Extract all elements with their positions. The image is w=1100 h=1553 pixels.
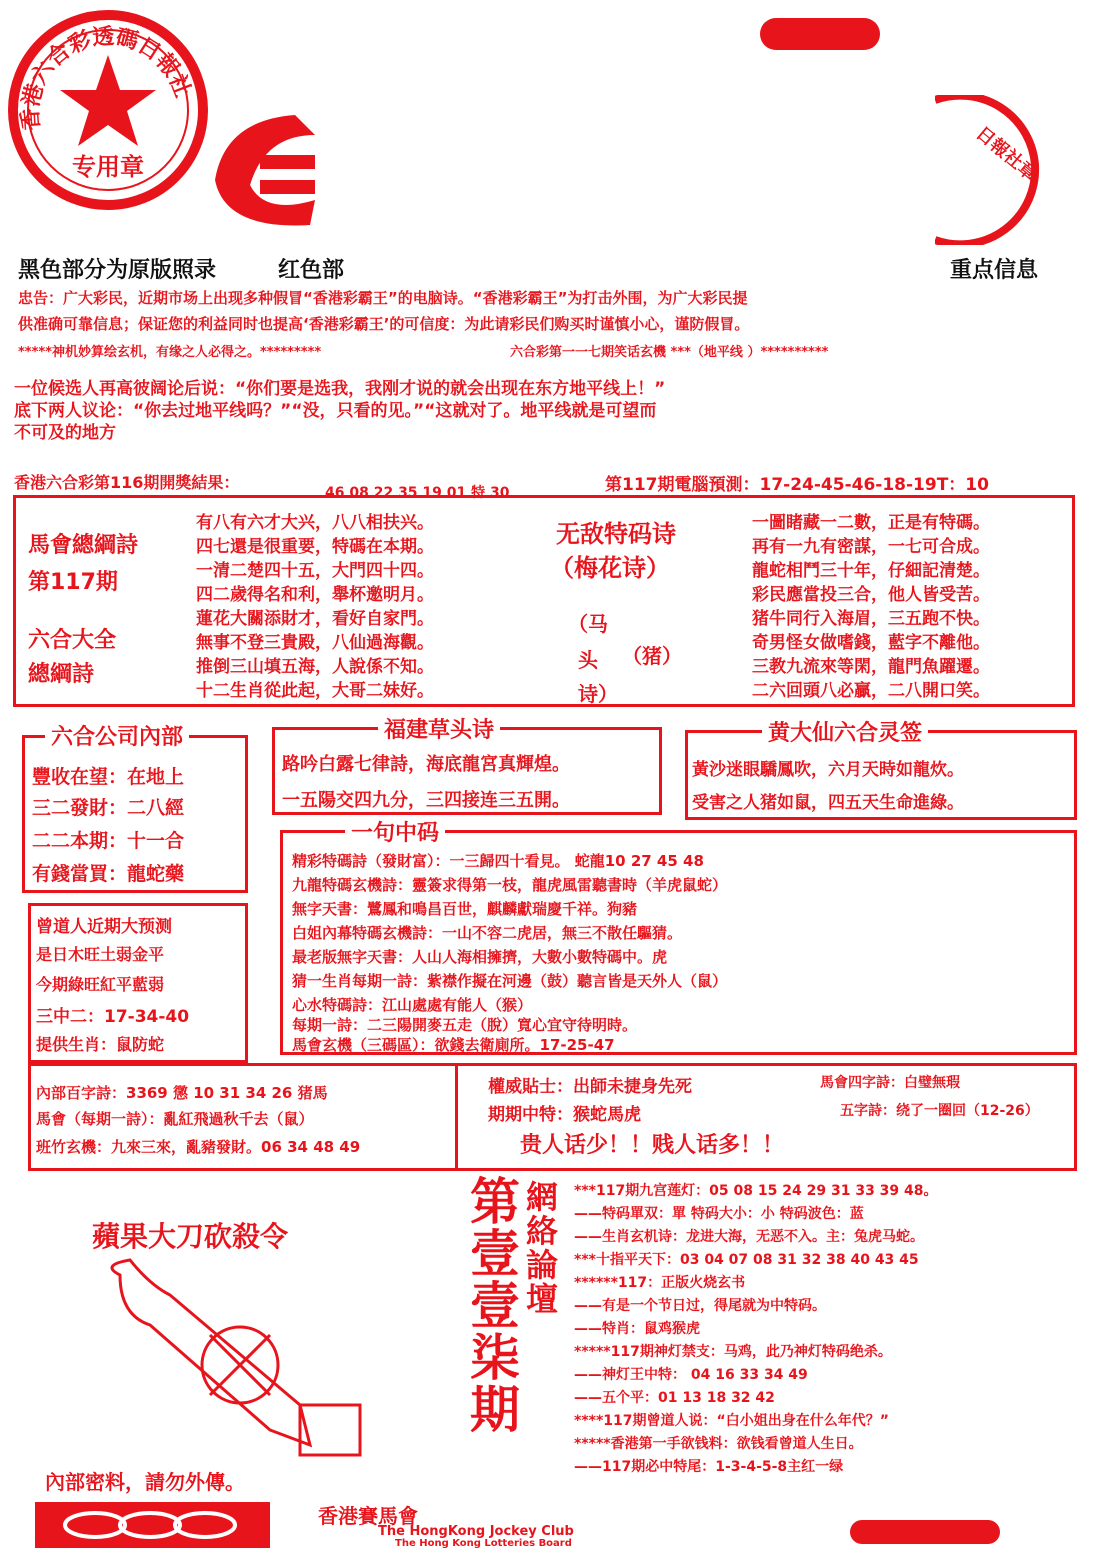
svg-text:日報社章: 日報社章 bbox=[971, 122, 1041, 186]
result-label: 香港六合彩第116期開獎結果： bbox=[14, 473, 240, 492]
horse-2: 头 bbox=[578, 648, 598, 672]
dadao-note: 內部密料，請勿外傳。 bbox=[45, 1470, 245, 1494]
luntan-line: *****香港第一手欲钱料：欲钱看曾道人生日。 bbox=[574, 1436, 863, 1452]
poem-title-1-issue: 第117期 bbox=[28, 570, 118, 595]
luntan-line: ——117期必中特尾：1-3-4-5-8主红一绿 bbox=[574, 1459, 844, 1475]
right-line: 三教九流來等閑，龍門魚躍遷。 bbox=[752, 657, 990, 677]
logo-fragment bbox=[205, 90, 325, 230]
poem-line: 推倒三山填五海，人說係不知。 bbox=[196, 657, 434, 677]
poem-title-2: 六合大全 bbox=[28, 628, 117, 653]
info-divider bbox=[455, 1063, 458, 1171]
yiju-line: 最老版無字天書：人山人海相擁擠，大數小數特碼中。虎 bbox=[292, 948, 668, 966]
huang-title: 黄大仙六合灵签 bbox=[762, 716, 928, 747]
zengdao-line: 是日木旺土弱金平 bbox=[36, 945, 165, 964]
luntan-line: *****117期神灯禁支：马鸡，此乃神灯特码绝杀。 bbox=[574, 1344, 892, 1360]
notice-line-1: 忠告：广大彩民，近期市场上出现多种假冒“香港彩霸王”的电脑诗。“香港彩霸王”为打击外围，为广大彩民提 bbox=[18, 289, 748, 307]
horse-1: （马 bbox=[568, 612, 608, 636]
luntan-line: ******117：正版火烧玄书 bbox=[574, 1275, 746, 1291]
company-title: 六合公司內部 bbox=[45, 720, 189, 751]
dadao-title: 蘋果大刀砍殺令 bbox=[92, 1220, 289, 1253]
luntan-line: ——五个平：01 13 18 32 42 bbox=[574, 1390, 775, 1406]
yiju-line: 九龍特碼玄機詩：靈簽求得第一枝，龍虎風雷聽書時（羊虎鼠蛇） bbox=[292, 876, 728, 894]
fujian-line: 一五陽交四九分，三四接连三五開。 bbox=[282, 790, 570, 811]
right-line: 一圖睹藏一二數，正是有特碼。 bbox=[752, 513, 990, 533]
jockey-club-cn: 香港賽馬會 bbox=[318, 1504, 418, 1528]
jockey-club-en2: The Hong Kong Lotteries Board bbox=[395, 1538, 572, 1549]
zengdao-line: 今期綠旺紅平藍弱 bbox=[36, 975, 165, 994]
yiju-line: 心水特碼詩：江山處處有能人（猴） bbox=[292, 996, 533, 1014]
huang-line: 受害之人猪如鼠，四五天生命進綠。 bbox=[692, 793, 964, 813]
poem-line: 有八有六才大兴，八八相扶兴。 bbox=[196, 513, 434, 533]
luntan-line: ***十指平天下：03 04 07 08 31 32 38 40 43 45 bbox=[574, 1252, 919, 1268]
footer-ornament bbox=[55, 1508, 245, 1542]
baizi-line: 馬會（每期一詩）：亂紅飛過秋千去（鼠） bbox=[36, 1110, 314, 1128]
poem-line: 無事不登三貴殿，八仙過海觀。 bbox=[196, 633, 434, 653]
joke-title: 六合彩第一一七期笑话玄機 ***（地平线 ）********** bbox=[510, 345, 829, 360]
company-line: 有錢當買：龍蛇藥 bbox=[32, 863, 185, 885]
company-line: 豐收在望：在地上 bbox=[32, 766, 185, 788]
huang-line: 黃沙迷眼驕鳳吹，六月天時如龍炊。 bbox=[692, 760, 964, 780]
company-line: 二二本期：十一合 bbox=[32, 830, 185, 852]
seal-stamp bbox=[8, 10, 208, 210]
luntan-line: ***117期九宫莲灯：05 08 15 24 29 31 33 39 48。 bbox=[574, 1183, 938, 1199]
sword-illustration bbox=[90, 1255, 410, 1475]
poem-line: 四七還是很重要，特碼在本期。 bbox=[196, 537, 434, 557]
yiju-line: 白姐內幕特碼玄機詩：一山不容二虎居，無三不散任驅猜。 bbox=[292, 924, 683, 942]
yiju-line: 精彩特碼詩（發財富）：一三歸四十看見。 蛇龍10 27 45 48 bbox=[292, 852, 704, 870]
quanwei-2: 期期中特：猴蛇馬虎 bbox=[488, 1105, 641, 1125]
seal-stamp-right bbox=[935, 95, 1045, 245]
yiju-line: 無字天書：鷺鳳和鳴昌百世，麒麟獻瑞慶千祥。狗豬 bbox=[292, 900, 638, 918]
zengdao-title: 曾道人近期大预测 bbox=[36, 917, 172, 937]
quanwei-1: 權威貼士：出師未捷身先死 bbox=[488, 1077, 692, 1097]
luntan-line: ——特肖：鼠鸡猴虎 bbox=[574, 1321, 700, 1337]
right-line: 再有一九有密謀，一七可合成。 bbox=[752, 537, 990, 557]
yiju-line: 馬會玄機（三碼區）：欲錢去衛廁所。17-25-47 bbox=[292, 1036, 615, 1054]
baizi-line: 班竹玄機：九來三來，亂豬發財。06 34 48 49 bbox=[36, 1138, 361, 1156]
luntan-line: ****117期曾道人说：“白小姐出身在什么年代？” bbox=[574, 1413, 889, 1429]
jockey-club-en: The HongKong Jockey Club bbox=[378, 1524, 574, 1539]
mid-title: 无敌特码诗 bbox=[556, 520, 676, 548]
header-key-info: 重点信息 bbox=[950, 258, 1039, 283]
luntan-line: ——生肖玄机诗：龙进大海，无恶不入。主：兔虎马蛇。 bbox=[574, 1229, 924, 1245]
poem-title-1: 馬會總綱詩 bbox=[28, 533, 139, 558]
poem-line: 四二歲得名和利，舉杯邀明月。 bbox=[196, 585, 434, 605]
prediction: 第117期電腦預測：17-24-45-46-18-19T：10 bbox=[605, 475, 989, 495]
joke-left: *****神机妙算绘玄机，有缘之人必得之。********* bbox=[18, 345, 322, 360]
header-original: 黑色部分为原版照录 bbox=[18, 258, 217, 283]
logo-bar bbox=[760, 18, 880, 50]
fujian-title: 福建草头诗 bbox=[378, 713, 500, 744]
svg-text:专用章: 专用章 bbox=[72, 153, 144, 181]
footer-right-bar bbox=[850, 1520, 1000, 1544]
luntan-line: ——神灯王中特： 04 16 33 34 49 bbox=[574, 1367, 808, 1383]
joke-line-1: 一位候选人再高彼阔论后说：“你们要是选我，我刚才说的就会出现在东方地平线上！” bbox=[14, 379, 666, 399]
notice-line-2: 供准确可靠信息；保证您的利益同时也提高‘香港彩霸王’的可信度：为此请彩民们购买时谨慎小心，谨防假冒。 bbox=[18, 315, 750, 333]
luntan-forum: 網絡論壇 bbox=[521, 1180, 559, 1316]
horse-3: 诗） bbox=[578, 682, 618, 706]
zengdao-line: 三中二：17-34-40 bbox=[36, 1007, 190, 1027]
zengdao-line: 提供生肖：鼠防蛇 bbox=[36, 1035, 165, 1054]
mid-sub: （梅花诗） bbox=[550, 554, 670, 582]
pig-label: （猪） bbox=[622, 644, 682, 668]
header-red-part: 红色部 bbox=[278, 258, 345, 283]
poem-line: 一清二楚四十五，大門四十四。 bbox=[196, 561, 434, 581]
right-line: 奇男怪女做嗜錢，藍字不離他。 bbox=[752, 633, 990, 653]
quanwei-2r: 五字詩：绕了一圈回（12-26） bbox=[840, 1103, 1039, 1119]
joke-line-2: 底下两人议论：“你去过地平线吗？”“没，只看的见。”“这就对了。地平线就是可望而 bbox=[14, 401, 657, 421]
luntan-issue: 第壹壹柒期 bbox=[462, 1175, 520, 1435]
yiju-line: 每期一詩：二三陽開麥五走（脫）寬心宜守待明時。 bbox=[292, 1016, 638, 1034]
poem-title-2b: 總綱詩 bbox=[28, 662, 95, 687]
yiju-line: 猜一生肖每期一詩：紫襟作擬在河邊（鼓）聽言皆是天外人（鼠） bbox=[292, 972, 728, 990]
luntan-line: ——特码單双：單 特码大小：小 特码波色：蓝 bbox=[574, 1206, 864, 1222]
baizi-line: 內部百字詩：3369 懲 10 31 34 26 猪馬 bbox=[36, 1084, 328, 1102]
right-line: 二六回頭八必贏，二八開口笑。 bbox=[752, 681, 990, 701]
joke-line-3: 不可及的地方 bbox=[14, 423, 116, 443]
right-line: 彩民應當投三合，他人皆受苦。 bbox=[752, 585, 990, 605]
poem-line: 十二生肖從此起，大哥二妹好。 bbox=[196, 681, 434, 701]
svg-text:香港六合彩透碼日報社: 香港六合彩透碼日報社 bbox=[18, 24, 195, 132]
yiju-title: 一句中码 bbox=[345, 816, 445, 847]
fujian-line: 路吟白露七律詩，海底龍宮真輝煌。 bbox=[282, 754, 570, 775]
company-line: 三二發財：二八經 bbox=[32, 797, 185, 819]
poem-line: 蓮花大關添財才，看好自家門。 bbox=[196, 609, 434, 629]
luntan-line: ——有是一个节日过，得尾就为中特码。 bbox=[574, 1298, 826, 1314]
slogan: 贵人话少！！贱人话多！！ bbox=[520, 1133, 785, 1158]
quanwei-1r: 馬會四字詩：白璧無瑕 bbox=[820, 1075, 960, 1091]
right-line: 龍蛇相鬥三十年，仔細記清楚。 bbox=[752, 561, 990, 581]
result-numbers: 46 08 22 35 19 01 特 30 bbox=[325, 485, 510, 501]
right-line: 猪牛同行入海眉，三五跑不快。 bbox=[752, 609, 990, 629]
